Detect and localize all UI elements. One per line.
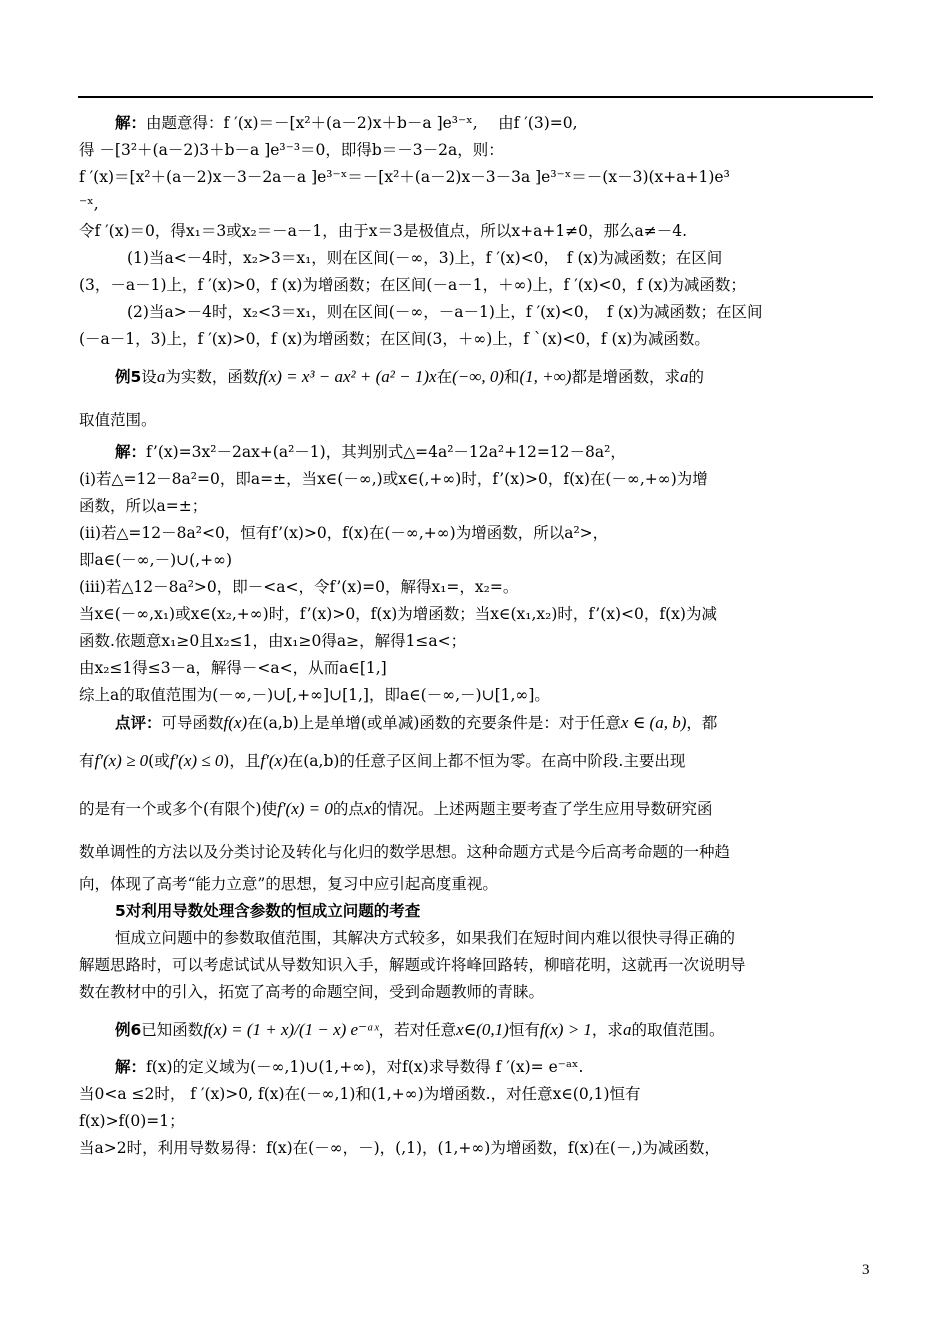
math-inline: f′(x) (260, 751, 288, 770)
page-number: 3 (862, 1262, 870, 1278)
math-inline: f′(x) ≤ 0 (169, 751, 224, 770)
section-paragraph (79, 925, 875, 1006)
text-line: 令f ′(x)＝0，得x₁＝3或x₂＝－a－1，由于x＝3是极值点，所以x+a+1≠0，那么a≠－4. (79, 222, 688, 240)
text-line: 取值范围。 (79, 411, 157, 429)
math-inline: x (363, 799, 372, 818)
math-inline: f(x) (223, 713, 248, 732)
comment-block (79, 709, 875, 898)
math-inline: a (156, 367, 166, 386)
solution-label: 解： (115, 1058, 147, 1076)
text-line: (ⅲ)若△12－8a²>0，即－<a<，令f’(x)=0，解得x₁=，x₂=。 (79, 578, 519, 596)
text-line: ⁻ˣ, (79, 195, 99, 213)
text-line: 解题思路时，可以考虑试试从导数知识入手，解题或许将峰回路转，柳暗花明，这就再一次说明导 (79, 956, 746, 974)
text-line: 函数，所以a=±； (79, 497, 208, 515)
solution-4 (79, 110, 875, 353)
math-inline: a (679, 367, 689, 386)
solution-5 (79, 439, 875, 709)
text-line: (3，－a－1)上，f ′(x)>0，f (x)为增函数；在区间(－a－1，＋∞)上，f ′(x)<0，f (x)为减函数； (79, 276, 746, 294)
text-line: 向，体现了高考“能力立意”的思想，复习中应引起高度重视。 (79, 875, 498, 893)
section-heading: 5对利用导数处理含参数的恒成立问题的考查 (115, 902, 421, 920)
text-line: 的是有一个或多个(有限个)使f′(x) = 0的点x的情况。上述两题主要考查了学生应用导数研究函 (79, 799, 713, 818)
math-inline: f(x) > 1 (539, 1020, 592, 1039)
text-line: f ′(x)＝[x²＋(a－2)x－3－2a－a ]e³⁻ˣ＝－[x²＋(a－2)x－3－3a ]e³⁻ˣ＝－(x－3)(x+a+1)e³ (79, 168, 730, 186)
text-line: 解：由题意得：f ′(x)＝－[x²＋(a－2)x＋b－a ]e³⁻ˣ, 由f ′(3)=0, (115, 114, 578, 132)
math-inline: f(x) = x³ − ax² + (a² − 1)x (258, 367, 437, 386)
text-line: 数在教材中的引入，拓宽了高考的命题空间，受到命题教师的青睐。 (79, 983, 545, 1001)
document-body (79, 110, 875, 1162)
example-label: 例5 (115, 368, 142, 386)
text-line: (2)当a>－4时，x₂<3＝x₁，则在区间(－∞，－a－1)上，f ′(x)<0， f (x)为减函数；在区间 (127, 303, 763, 321)
math-inline: x ∈ (a, b) (620, 713, 687, 732)
math-inline: (−∞, 0) (452, 367, 504, 386)
text-line: 综上a的取值范围为(－∞,－)∪[,+∞]∪[1,]，即a∈(－∞,－)∪[1,∞]。 (79, 686, 550, 704)
example-5-statement: 例5设a为实数，函数f(x) = x³ − ax² + (a² − 1)x在(−∞, 0)和(1, +∞)都是增函数，求a的 (115, 367, 704, 386)
math-inline: x∈(0,1) (456, 1020, 509, 1039)
text-line: (ⅰ)若△=12－8a²=0，即a=±，当x∈(－∞,)或x∈(,+∞)时，f’(x)>0，f(x)在(－∞,+∞)为增 (79, 470, 708, 488)
text-line: 得 －[3²＋(a－2)3＋b－a ]e³⁻³＝0，即得b＝－3－2a，则： (79, 141, 504, 159)
text-line: (ⅱ)若△=12－8a²<0，恒有f’(x)>0，f(x)在(－∞,+∞)为增函数，所以a²>， (79, 524, 609, 542)
math-inline: a (622, 1020, 632, 1039)
math-inline: (1, +∞) (519, 367, 572, 386)
math-inline: f′(x) = 0 (277, 799, 333, 818)
text-line: 有f′(x) ≥ 0(或f′(x) ≤ 0)，且f′(x)在(a,b)的任意子区间上都不恒为零。在高中阶段.主要出现 (79, 751, 686, 770)
solution-label: 解： (115, 443, 147, 461)
text-line: 当x∈(－∞,x₁)或x∈(x₂,+∞)时，f’(x)>0，f(x)为增函数；当x∈(x₁,x₂)时，f’(x)<0，f(x)为减 (79, 605, 717, 623)
header-rule (78, 96, 873, 98)
text-line: (1)当a<－4时，x₂>3＝x₁，则在区间(－∞，3)上，f ′(x)<0， f (x)为减函数；在区间 (127, 249, 723, 267)
text-line: 点评：可导函数f(x)在(a,b)上是单增(或单减)函数的充要条件是：对于任意x ∈ (a, b)，都 (115, 713, 718, 732)
comment-label: 点评： (115, 714, 162, 732)
example-6-statement: 例6已知函数f(x) = (1 + x)/(1 − x) e⁻ᵃˣ，若对任意x∈(0,1)恒有f(x) > 1，求a的取值范围。 (115, 1020, 725, 1039)
text-line: f(x)>f(0)=1； (79, 1112, 185, 1130)
text-line: 解：f’(x)=3x²－2ax+(a²－1)，其判别式△=4a²－12a²+12=12－8a²， (115, 443, 626, 461)
solution-6 (79, 1054, 875, 1162)
example-label: 例6 (115, 1021, 142, 1039)
text-line: (－a－1，3)上，f ′(x)>0，f (x)为增函数；在区间(3，＋∞)上，f `(x)<0，f (x)为减函数。 (79, 330, 710, 348)
text-line: 恒成立问题中的参数取值范围，其解决方式较多，如果我们在短时间内难以很快寻得正确的 (115, 929, 736, 947)
text-line: 数单调性的方法以及分类讨论及转化与化归的数学思想。这种命题方式是今后高考命题的一种趋 (79, 843, 731, 861)
math-inline: f′(x) ≥ 0 (94, 751, 149, 770)
text-line: 即a∈(－∞,－)∪(,+∞) (79, 551, 233, 569)
text-line: 解：f(x)的定义域为(－∞,1)∪(1,+∞)，对f(x)求导数得 f ′(x)= e⁻ᵃˣ. (115, 1058, 584, 1076)
text-line: 函数.依题意x₁≥0且x₂≤1，由x₁≥0得a≥，解得1≤a<； (79, 632, 467, 650)
text-line: 当a>2时，利用导数易得：f(x)在(－∞，－)，(,1)，(1,+∞)为增函数，f(x)在(－,)为减函数， (79, 1139, 720, 1157)
math-inline: f(x) = (1 + x)/(1 − x) e⁻ᵃˣ (203, 1020, 379, 1039)
text-line: 由x₂≤1得≤3－a，解得－<a<，从而a∈[1,] (79, 659, 387, 677)
solution-label: 解： (115, 114, 147, 132)
text-line: 当0<a ≤2时， f ′(x)>0, f(x)在(－∞,1)和(1,+∞)为增函数.，对任意x∈(0,1)恒有 (79, 1085, 641, 1103)
